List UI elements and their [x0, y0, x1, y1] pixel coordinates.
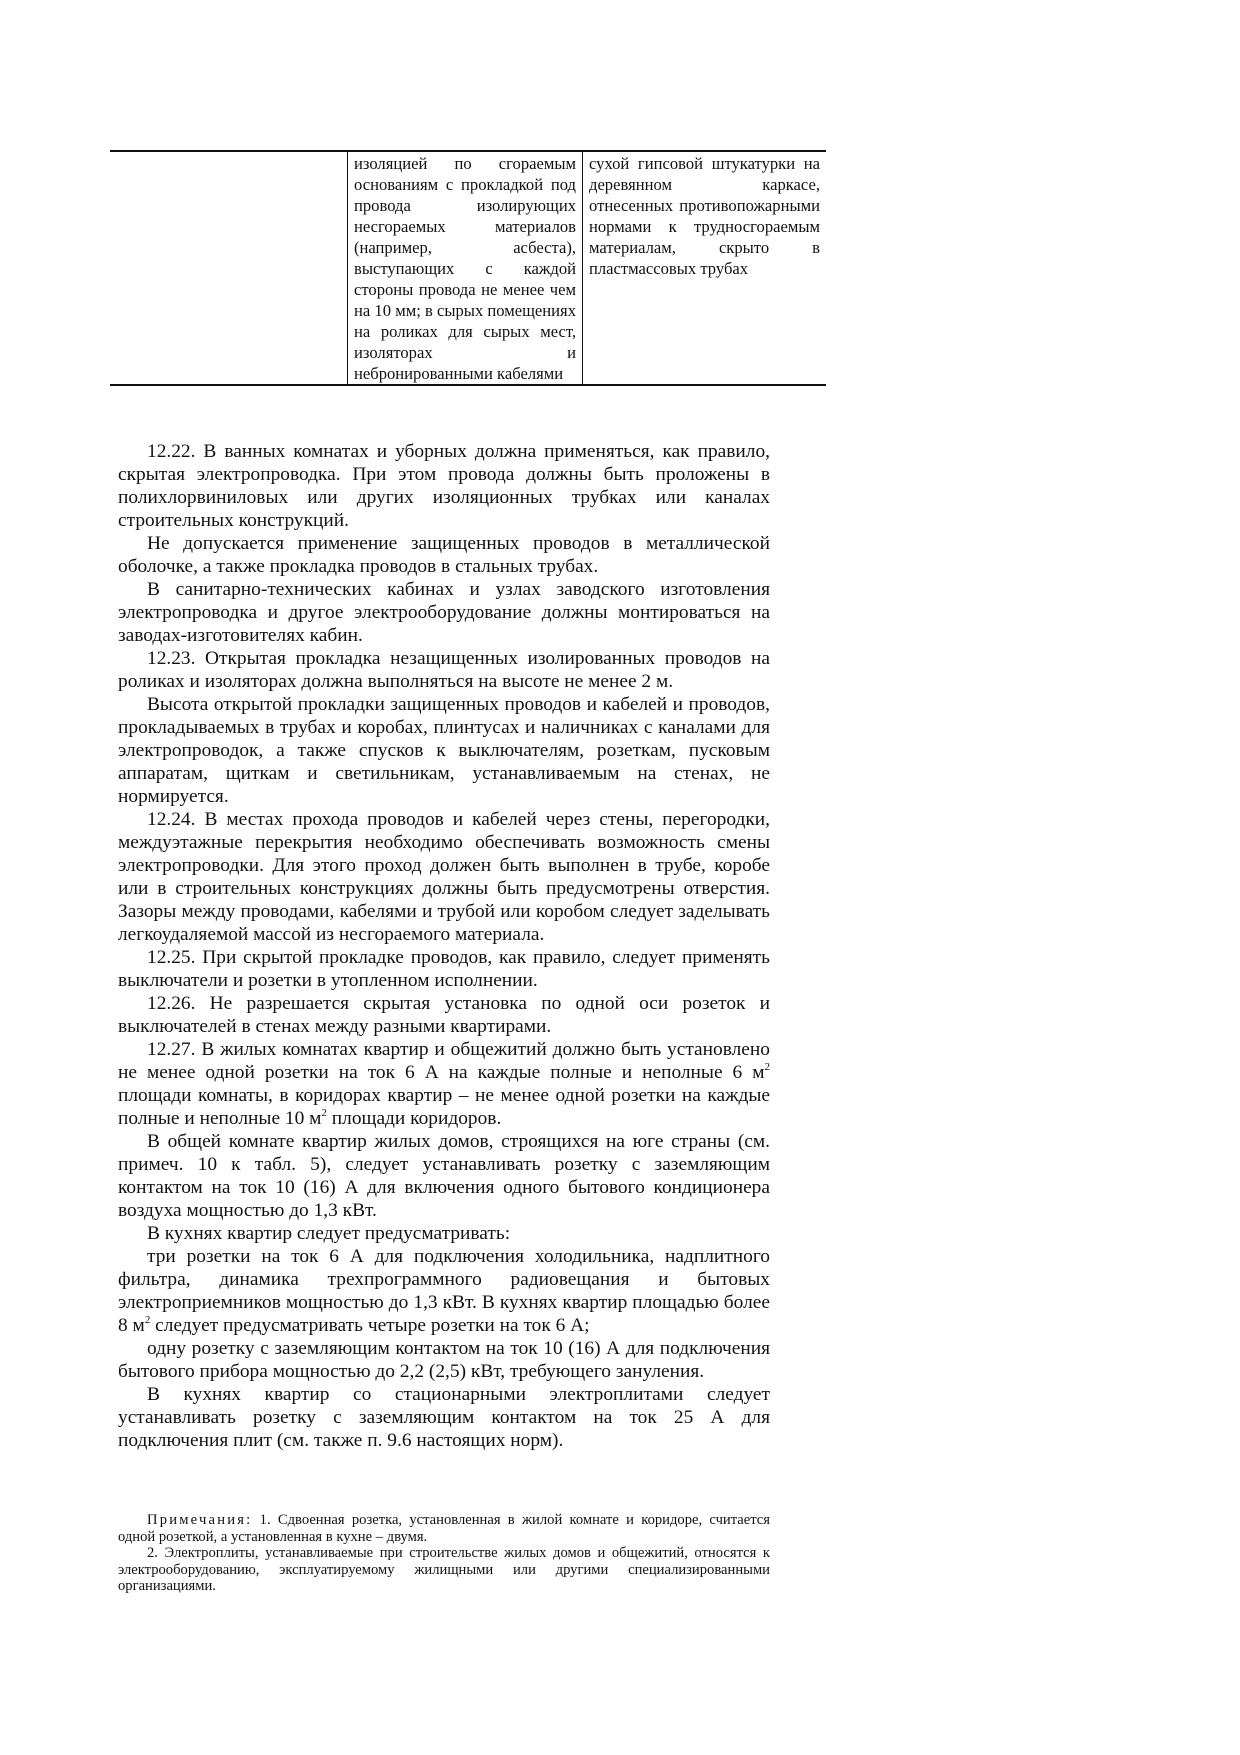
continuation-table — [110, 150, 826, 386]
paragraph-12-24: 12.24. В местах прохода проводов и кабелей через стены, перегородки, междуэтажные перекрытия необходимо обеспечивать возможность смены электропроводки. Для этого проход должен быть выполнен в трубе, коробе или в строительных конструкциях должны быть предусмотрены отверстия. Зазоры между проводами, кабелями и трубой или коробом следует заделывать легкоудаляемой массой из несгораемого материала. — [118, 809, 770, 945]
paragraph-12-25: 12.25. При скрытой прокладке проводов, как правило, следует применять выключатели и розетки в утопленном исполнении. — [118, 947, 770, 991]
paragraph-12-22: 12.22. В ванных комнатах и уборных должна применяться, как правило, скрытая электропроводка. При этом провода должны быть проложены в полихлорвиниловых или других изоляционных трубках или каналах строительных конструкций. — [118, 441, 770, 531]
paragraph: Высота открытой прокладки защищенных проводов и кабелей и проводов, прокладываемых в трубах и коробах, плинтусах и наличниках с каналами для электропроводок, а также спусков к выключателям, розеткам, пусковым аппаратам, щиткам и светильникам, устанавливаемым на стенах, не нормируется. — [118, 694, 770, 807]
superscript: 2 — [321, 1106, 327, 1119]
paragraph: В общей комнате квартир жилых домов, строящихся на юге страны (см. примеч. 10 к табл. 5), следует устанавливать розетку с заземляющим контактом на ток 10 (16) А для включения одного бытового кондиционера воздуха мощностью до 1,3 кВт. — [118, 1131, 770, 1221]
paragraph: три розетки на ток 6 А для подключения холодильника, надплитного фильтра, динамика трехпрограммного радиовещания и бытовых электроприемников мощностью до 1,3 кВт. В кухнях квартир площадью более 8 $м^2$ следует предусматривать четыре розетки на ток 6 А; — [118, 1246, 770, 1336]
paragraph: В кухнях квартир со стационарными электроплитами следует устанавливать розетку с заземляющим контактом на ток 25 А для подключения плит (см. также п. 9.6 настоящих норм). — [118, 1384, 770, 1451]
paragraph-12-23: 12.23. Открытая прокладка незащищенных изолированных проводов на роликах и изоляторах должна выполняться на высоте не менее 2 м. — [118, 648, 770, 692]
superscript: 2 — [764, 1060, 770, 1073]
notes-label: Примечания: — [147, 1512, 253, 1528]
paragraph: одну розетку с заземляющим контактом на ток 10 (16) А для подключения бытового прибора мощностью до 2,2 (2,5) кВт, требующего зануления. — [118, 1338, 770, 1382]
notes — [118, 1512, 770, 1595]
main-text — [118, 440, 770, 1452]
paragraph-12-27: 12.27. В жилых комнатах квартир и общежитий должно быть установлено не менее одной розетки на ток 6 А на каждые полные и неполные 6 $м^2$ площади комнаты, в коридорах квартир – не менее одной розетки на каждые полные и неполные 10 $м^2$ площади коридоров. — [118, 1039, 770, 1129]
superscript: 2 — [144, 1313, 151, 1326]
paragraph-12-26: 12.26. Не разрешается скрытая установка по одной оси розеток и выключателей в стенах между разными квартирами. — [118, 993, 770, 1037]
table-cell-hidden-wiring: сухой гипсовой штукатурки на деревянном каркасе, отнесенных противопожарными нормами к трудносгораемым материалам, скрыто в пластмассовых трубах — [583, 151, 827, 385]
table-row — [110, 151, 826, 385]
paragraph: В санитарно-технических кабинах и узлах заводского изготовления электропроводка и другое электрооборудование должны монтироваться на заводах-изготовителях кабин. — [118, 579, 770, 646]
note-1: Примечания: 1. Сдвоенная розетка, установленная в жилой комнате и коридоре, считается одной розеткой, а установленная в кухне – двумя. — [118, 1512, 770, 1545]
paragraph: Не допускается применение защищенных проводов в металлической оболочке, а также прокладка проводов в стальных трубах. — [118, 533, 770, 577]
table-cell-empty — [110, 151, 348, 385]
paragraph: В кухнях квартир следует предусматривать: — [147, 1223, 511, 1244]
table-cell-wiring-method: изоляцией по сгораемым основаниям с прокладкой под провода изолирующих несгораемых материалов (например, асбеста), выступающих с каждой стороны провода не менее чем на 10 мм; в сырых помещениях на роликах для сырых мест, изоляторах и небронированными кабелями — [348, 151, 583, 385]
note-2: 2. Электроплиты, устанавливаемые при строительстве жилых домов и общежитий, относятся к электрооборудованию, эксплуатируемому жилищными или другими специализированными организациями. — [118, 1545, 770, 1594]
